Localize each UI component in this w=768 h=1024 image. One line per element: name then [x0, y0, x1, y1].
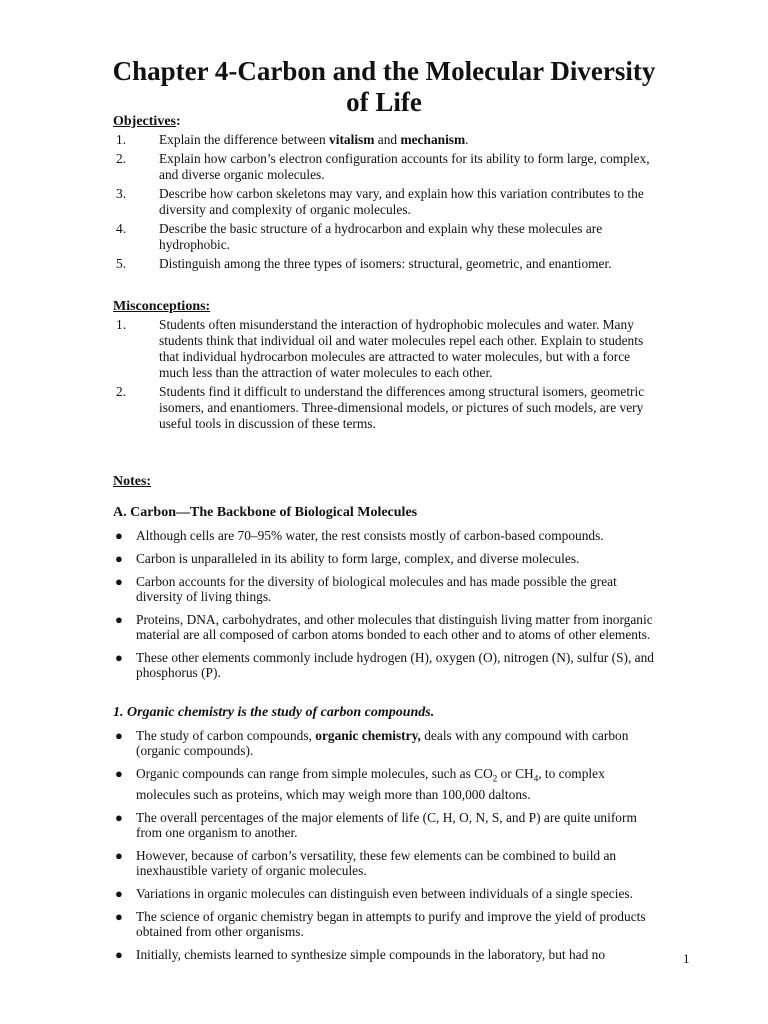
- section-1-heading: 1. Organic chemistry is the study of carbon compounds.: [113, 705, 435, 720]
- bullet-icon: ●: [115, 809, 123, 825]
- objective-number: 2.: [116, 151, 127, 166]
- bullet-item: [113, 848, 658, 878]
- page-title: Chapter 4-Carbon and the Molecular Diversity of Life: [112, 56, 656, 117]
- objective-text: Describe the basic structure of a hydrocarbon and explain why these molecules are hydrophobic.: [159, 221, 603, 252]
- bullet-item: [113, 947, 658, 962]
- bullet-item: [113, 766, 658, 802]
- bullet-term-organic-chemistry: organic chemistry,: [315, 728, 421, 743]
- objective-term-mechanism: mechanism: [400, 132, 466, 147]
- bullet-text: The study of carbon compounds,: [136, 728, 316, 743]
- bullet-icon: ●: [115, 574, 123, 589]
- section-a-bullets: [113, 528, 658, 688]
- bullet-text: Organic compounds can range from simple molecules, such as CO: [136, 766, 493, 781]
- bullet-text: Initially, chemists learned to synthesize simple compounds in the laboratory, but had no: [136, 946, 606, 962]
- section-1-bullets: [113, 728, 658, 970]
- objective-number: 3.: [116, 186, 127, 201]
- bullet-icon: ●: [115, 650, 123, 665]
- notes-heading: Notes:: [113, 474, 152, 489]
- bullet-text: Carbon accounts for the diversity of biological molecules and has made possible the great diversity of living things.: [136, 574, 617, 604]
- objective-term-vitalism: vitalism: [329, 132, 375, 147]
- bullet-icon: ●: [115, 551, 123, 566]
- misconceptions-heading: Misconceptions:: [113, 299, 211, 314]
- bullet-icon: ●: [115, 847, 123, 863]
- bullet-icon: ●: [115, 528, 123, 543]
- objectives-heading-text: Objectives: [113, 114, 176, 129]
- objective-item: [113, 256, 653, 272]
- bullet-icon: ●: [115, 908, 123, 924]
- bullet-icon: ●: [115, 728, 123, 743]
- objective-text-end: .: [465, 132, 469, 147]
- bullet-text-end: deals with any compound with carbon (organic compounds).: [136, 728, 629, 758]
- bullet-text: Variations in organic molecules can distinguish even between individuals of a single species.: [136, 885, 633, 901]
- bullet-icon: ●: [115, 766, 123, 781]
- section-a-heading: A. Carbon—The Backbone of Biological Molecules: [113, 505, 418, 520]
- objective-text: Explain how carbon’s electron configuration accounts for its ability to form large, complex, and diverse organic molecules.: [159, 151, 650, 182]
- bullet-text: Proteins, DNA, carbohydrates, and other molecules that distinguish living matter from inorganic material are all composed of carbon atoms bonded to each other and to atoms of other elements.: [136, 612, 653, 642]
- objective-text: Explain the difference between: [159, 132, 330, 147]
- bullet-text: However, because of carbon’s versatility, these few elements can be combined to build an inexhaustible variety of organic molecules.: [136, 847, 617, 878]
- bullet-item: [113, 612, 658, 642]
- misconception-number: 2.: [116, 384, 127, 399]
- misconception-item: [113, 384, 653, 432]
- objective-text-mid: and: [374, 132, 401, 147]
- bullet-text: These other elements commonly include hydrogen (H), oxygen (O), nitrogen (N), sulfur (S), and phosphorus (P).: [136, 650, 655, 680]
- objective-number: 1.: [116, 132, 127, 147]
- bullet-text-mid: or CH: [497, 766, 534, 781]
- objective-text: Describe how carbon skeletons may vary, and explain how this variation contributes to the diversity and complexity of organic molecules.: [159, 186, 644, 217]
- bullet-item: [113, 551, 658, 566]
- objective-item: [113, 221, 653, 253]
- bullet-item: [113, 650, 658, 680]
- objective-item: [113, 151, 653, 183]
- bullet-icon: ●: [115, 885, 123, 901]
- bullet-text: The overall percentages of the major elements of life (C, H, O, N, S, and P) are quite uniform from one organism to another.: [136, 809, 637, 840]
- bullet-text: Although cells are 70–95% water, the rest consists mostly of carbon-based compounds.: [136, 528, 604, 543]
- bullet-item: [113, 810, 658, 840]
- objective-number: 4.: [116, 221, 127, 236]
- subscript: 4: [533, 773, 539, 784]
- objective-item: [113, 186, 653, 218]
- bullet-item: [113, 528, 658, 543]
- objective-item: [113, 132, 653, 148]
- bullet-item: [113, 574, 658, 604]
- subscript: 2: [492, 773, 498, 784]
- misconception-number: 1.: [116, 317, 127, 332]
- objective-text: Distinguish among the three types of isomers: structural, geometric, and enantiomer.: [159, 256, 612, 271]
- misconception-text: Students find it difficult to understand the differences among structural isomers, geometric isomers, and enantiomers. Three-dimensional models, or pictures of such models, are very useful tools in discussion of these terms.: [159, 384, 645, 431]
- bullet-text: The science of organic chemistry began in attempts to purify and improve the yield of products obtained from other organisms.: [136, 908, 646, 939]
- bullet-icon: ●: [115, 612, 123, 627]
- misconceptions-list: [113, 317, 653, 435]
- objectives-list: [113, 132, 653, 275]
- bullet-item: [113, 886, 658, 901]
- bullet-item: [113, 909, 658, 939]
- bullet-icon: ●: [115, 946, 123, 962]
- bullet-text: Carbon is unparalleled in its ability to form large, complex, and diverse molecules.: [136, 551, 580, 566]
- bullet-item: [113, 728, 658, 758]
- objectives-heading-colon: :: [175, 114, 181, 129]
- misconception-item: [113, 317, 653, 381]
- bullet-text-end: , to complex molecules such as proteins, which may weigh more than 100,000 daltons.: [136, 766, 605, 802]
- misconception-text: Students often misunderstand the interaction of hydrophobic molecules and water. Many students think that individual oil and water molecules repel each other. Explain to students that individual hydrocarbon molecules are attracted to water molecules, but with a force much less than the attraction of water molecules to each other.: [159, 317, 644, 380]
- objective-number: 5.: [116, 256, 127, 271]
- page-number: 1: [683, 951, 690, 966]
- objectives-heading: [113, 114, 181, 130]
